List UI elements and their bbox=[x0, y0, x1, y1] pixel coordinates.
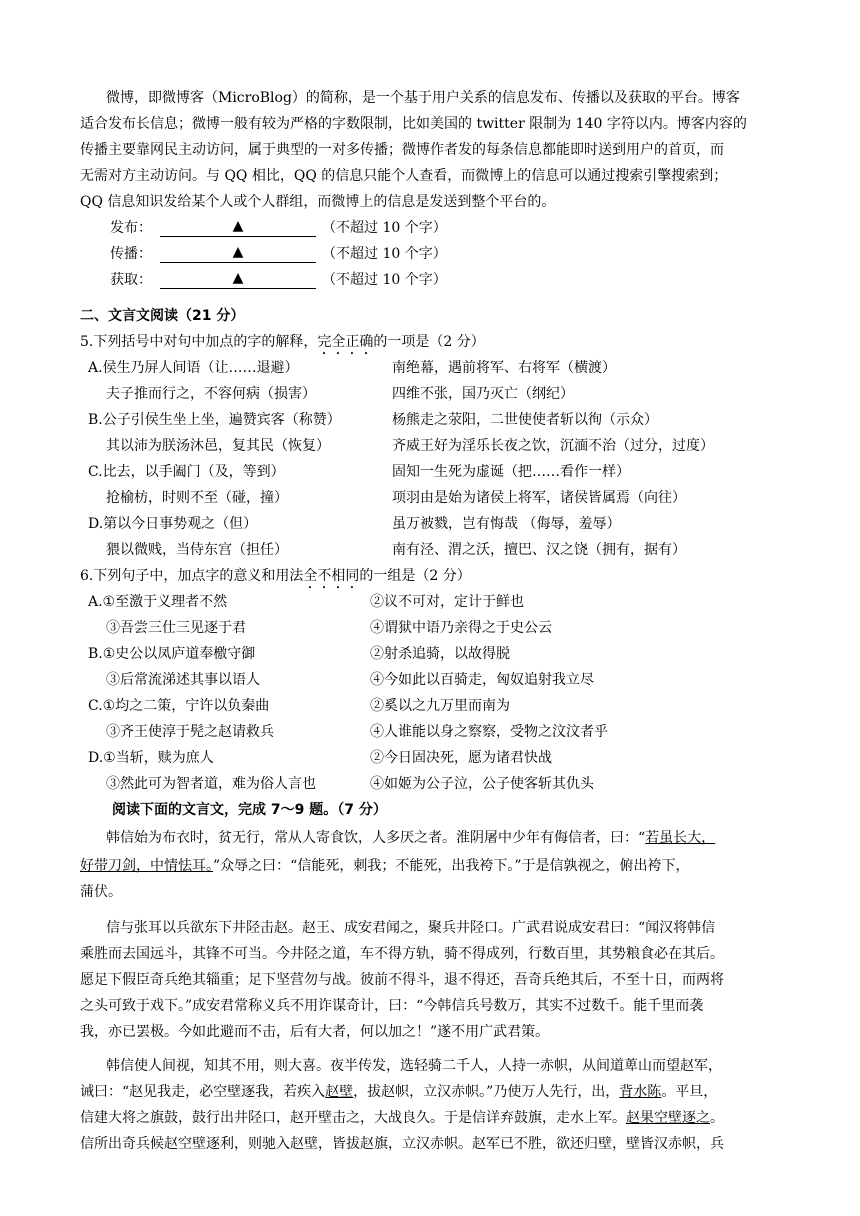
reading-p2-line: 乘胜而去国远斗，其锋不可当。今井陉之道，车不得方轨，骑不得成列，行数百里，其势粮食必在其后。 bbox=[80, 946, 724, 962]
reading-text: 。平旦， bbox=[661, 1084, 718, 1100]
underlined-phrase: 赵果空壁逐之 bbox=[626, 1110, 710, 1126]
q5-stem-post: 的一项是（2 分） bbox=[373, 334, 485, 350]
reading-p2-line: 愿足下假臣奇兵绝其辎重；足下坚营勿与战。彼前不得斗，退不得还，吾奇兵绝其后，不至十日，而两将 bbox=[80, 972, 724, 988]
reading-text: 韩信始为布衣时，贫无行，常从人寄食饮，人多厌之者。淮阴屠中少年有侮信者，曰：“ bbox=[106, 830, 646, 846]
q6-option-a1-right: ②议不可对，定计于鲜也 bbox=[370, 594, 524, 610]
q6-option-c2-left: ③齐王使淳于髡之赵请救兵 bbox=[106, 724, 274, 740]
fill-label-publish: 发布： bbox=[110, 220, 152, 236]
q5-option-a1-left: A.侯生乃屏人间语（让……退避） bbox=[88, 360, 299, 376]
q5-option-b1-right: 杨熊走之荥阳，二世使使者斩以徇（示众） bbox=[392, 412, 658, 428]
q5-stem-pre: 5.下列括号中对句中加点的字的解释， bbox=[80, 334, 318, 350]
q6-option-b2-right: ④今如此以百骑走，匈奴追射我立尽 bbox=[370, 672, 594, 688]
q5-option-c1-left: C.比去，以手阖门（及，等到） bbox=[88, 464, 285, 480]
reading-p1-line2 bbox=[80, 856, 689, 876]
q6-stem-post: 的一组是（2 分） bbox=[359, 568, 471, 584]
q6-option-d1-right: ②今日固决死，愿为诸君快战 bbox=[370, 750, 552, 766]
reading-text: 诫曰：“赵见我走，必空壁逐我，若疾入 bbox=[80, 1084, 326, 1100]
q5-option-a1-right: 南绝幕，遇前将军、右将军（横渡） bbox=[392, 360, 616, 376]
q5-option-b2-left: 其以沛为朕汤沐邑，复其民（恢复） bbox=[106, 438, 330, 454]
q6-option-c2-right: ④人谁能以身之察察，受物之汶汶者乎 bbox=[370, 724, 608, 740]
underlined-sentence: 好带刀剑，中情怯耳。 bbox=[80, 858, 213, 874]
q5-option-a2-right: 四维不张，国乃灭亡（纲纪） bbox=[392, 386, 574, 402]
q6-option-b2-left: ③后常流涕述其事以语人 bbox=[106, 672, 260, 688]
q5-option-d1-left: D.第以今日事势观之（但） bbox=[88, 516, 258, 532]
q6-option-c1-left: C.①均之二策，宁许以负秦曲 bbox=[88, 698, 270, 714]
q5-option-d2-left: 猥以微贱，当侍东宫（担任） bbox=[106, 542, 288, 558]
q6-option-b1-right: ②射杀追骑，以故得脱 bbox=[370, 646, 510, 662]
reading-p3-line: 信所出奇兵候赵空壁逐利，则驰入赵壁，皆拔赵旗，立汉赤帜。赵军已不胜，欲还归壁，壁皆汉赤帜，兵 bbox=[80, 1136, 724, 1152]
underlined-phrase: 赵壁 bbox=[325, 1084, 354, 1100]
q5-stem bbox=[80, 332, 485, 358]
reading-text: ”众辱之曰：“信能死，刺我；不能死，出我袴下。”于是信孰视之，俯出袴下， bbox=[213, 858, 690, 874]
reading-text: 。 bbox=[710, 1110, 724, 1126]
q5-option-c2-right: 项羽由是始为诸侯上将军，诸侯皆属焉（向往） bbox=[392, 490, 686, 506]
q6-option-d1-left: D.①当斩，赎为庶人 bbox=[88, 750, 214, 766]
q6-option-a2-right: ④谓狱中语乃亲得之于史公云 bbox=[370, 620, 552, 636]
underlined-sentence: 若虽长大， bbox=[645, 830, 716, 846]
q5-option-d1-right: 虽万被戮，岂有悔哉 （侮辱，羞辱） bbox=[392, 516, 621, 532]
q5-option-c1-right: 固知一生死为虚诞（把……看作一样） bbox=[392, 464, 630, 480]
reading-p2-line: 我，亦已罢极。今如此避而不击，后有大者，何以加之！”遂不用广武君策。 bbox=[80, 1024, 550, 1040]
q6-option-a2-left: ③吾尝三仕三见逐于君 bbox=[106, 620, 246, 636]
reading-intro: 阅读下面的文言文，完成 7～9 题。（7 分） bbox=[112, 802, 387, 818]
reading-p2-line: 信与张耳以兵欲东下井陉击赵。赵王、成安君闻之，聚兵井陉口。广武君说成安君曰：“闻汉将韩信 bbox=[106, 920, 716, 936]
passage-line: 传播主要靠网民主动访问，属于典型的一对多传播；微博作者发的每条信息都能即时送到用户的首页，而 bbox=[80, 142, 724, 158]
q5-stem-emphasis: 完全正确 bbox=[317, 334, 374, 350]
reading-p1-line3: 蒲伏。 bbox=[80, 884, 122, 900]
q5-option-d2-right: 南有泾、渭之沃，擅巴、汉之饶（拥有，据有） bbox=[392, 542, 686, 558]
reading-p1-line1 bbox=[106, 828, 715, 848]
reading-p3-line bbox=[80, 1108, 724, 1128]
fill-label-obtain: 获取： bbox=[110, 272, 152, 288]
fill-note: （不超过 10 个字） bbox=[322, 272, 447, 288]
reading-p2-line: 之头可致于戏下。”成安君常称义兵不用诈谋奇计，曰：“今韩信兵号数万，其实不过数千。能千里而袭 bbox=[80, 998, 704, 1014]
underlined-phrase: 背水陈 bbox=[619, 1084, 662, 1100]
passage-line: 微博，即微博客（MicroBlog）的简称，是一个基于用户关系的信息发布、传播以及获取的平台。博客 bbox=[106, 90, 740, 106]
q6-option-a1-left: A.①至激于义理者不然 bbox=[88, 594, 228, 610]
fill-note: （不超过 10 个字） bbox=[322, 246, 447, 262]
fill-blank-spread[interactable]: ▲ bbox=[160, 242, 316, 263]
reading-p3-line bbox=[80, 1082, 717, 1102]
q6-option-c1-right: ②奚以之九万里而南为 bbox=[370, 698, 510, 714]
q6-option-b1-left: B.①史公以凤庐道奉檄守御 bbox=[88, 646, 256, 662]
q5-option-c2-left: 抢榆枋，时则不至（碰，撞） bbox=[106, 490, 288, 506]
q6-option-d2-left: ③然此可为智者道，难为俗人言也 bbox=[106, 776, 316, 792]
reading-text: 信建大将之旗鼓，鼓行出井陉口，赵开壁击之，大战良久。于是信详弃鼓旗，走水上军。 bbox=[80, 1110, 626, 1126]
fill-label-spread: 传播： bbox=[110, 246, 152, 262]
passage-line: QQ 信息知识发给某个人或个人群组，而微博上的信息是发送到整个平台的。 bbox=[80, 194, 556, 210]
q5-option-a2-left: 夫子推而行之，不容何病（损害） bbox=[106, 386, 316, 402]
fill-blank-obtain[interactable]: ▲ bbox=[160, 268, 316, 289]
reading-p3-line: 韩信使人间视，知其不用，则大喜。夜半传发，选轻骑二千人，人持一赤帜，从间道萆山而望赵军， bbox=[106, 1058, 722, 1074]
q6-stem bbox=[80, 566, 471, 592]
q5-option-b2-right: 齐威王好为淫乐长夜之饮，沉湎不治（过分，过度） bbox=[392, 438, 714, 454]
section-title: 二、文言文阅读（21 分） bbox=[80, 308, 245, 324]
q5-option-b1-left: B.公子引侯生坐上坐，遍赞宾客（称赞） bbox=[88, 412, 341, 428]
q6-option-d2-right: ④如姬为公子泣，公子使客斩其仇头 bbox=[370, 776, 594, 792]
reading-text: ，拔赵帜，立汉赤帜。”乃使万人先行，出， bbox=[353, 1084, 620, 1100]
q6-stem-pre: 6.下列句子中，加点字的意义和用法 bbox=[80, 568, 304, 584]
passage-line: 无需对方主动访问。与 QQ 相比，QQ 的信息只能个人查看，而微博上的信息可以通过搜索引擎搜索到； bbox=[80, 168, 728, 184]
q6-stem-emphasis: 全不相同 bbox=[303, 568, 360, 584]
fill-blank-publish[interactable]: ▲ bbox=[160, 216, 316, 237]
passage-line: 适合发布长信息；微博一般有较为严格的字数限制，比如美国的 twitter 限制为 140 字符以内。博客内容的 bbox=[80, 116, 747, 132]
fill-note: （不超过 10 个字） bbox=[322, 220, 447, 236]
